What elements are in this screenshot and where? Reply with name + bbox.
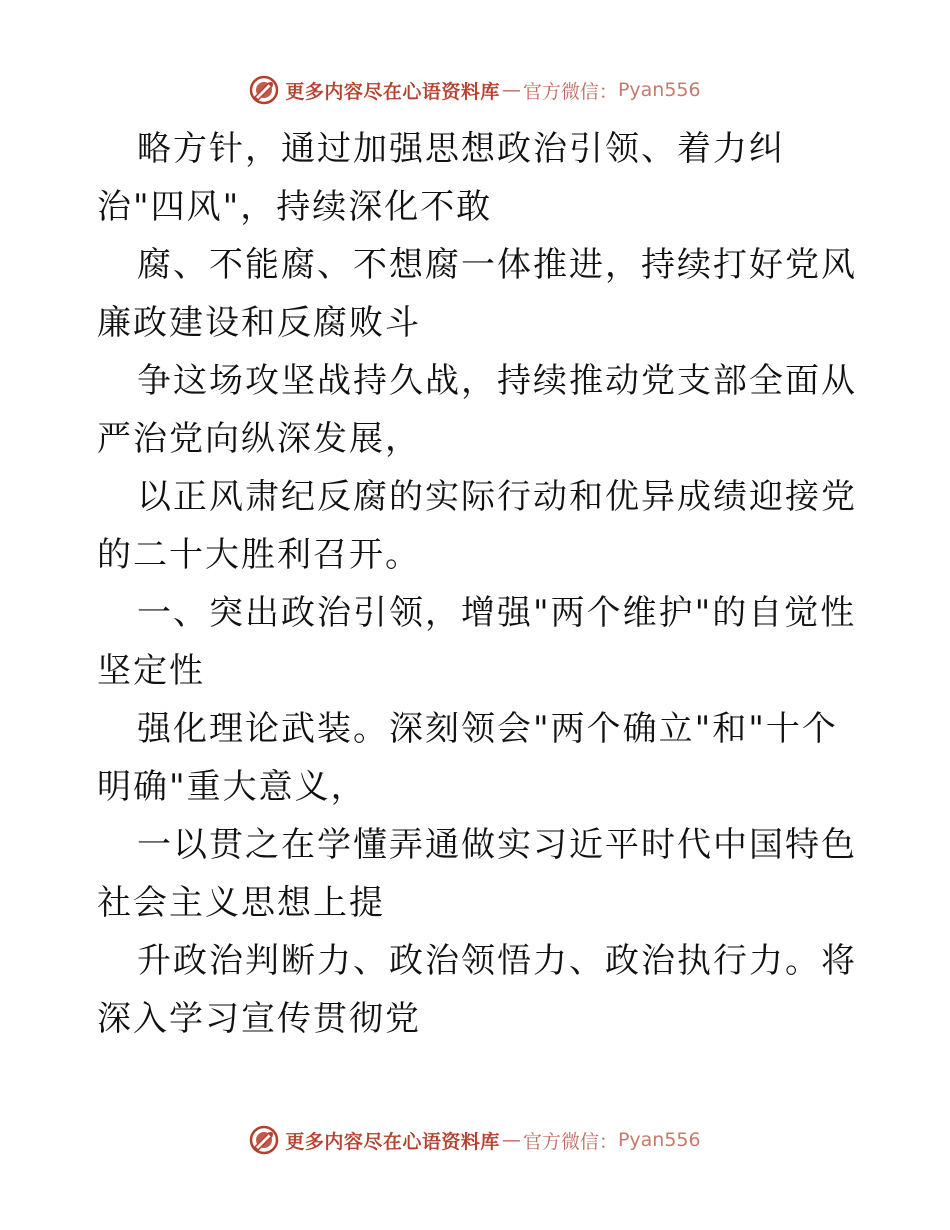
document-body — [97, 120, 867, 1048]
banner-wechat-label: 官方微信： — [522, 80, 618, 103]
paragraph: 腐、不能腐、不想腐一体推进，持续打好党风廉政建设和反腐败斗 — [97, 245, 857, 343]
banner-slogan: 更多内容尽在心语资料库 — [285, 80, 500, 103]
banner-wechat-label: 官方微信： — [522, 1130, 618, 1153]
paragraph: 升政治判断力、政治领悟力、政治执行力。将深入学习宣传贯彻党 — [97, 941, 857, 1039]
footer-banner — [0, 1120, 950, 1160]
header-banner — [0, 70, 950, 110]
paragraph: 强化理论武装。深刻领会"两个确立"和"十个明确"重大意义， — [97, 709, 838, 807]
paragraph: 略方针，通过加强思想政治引领、着力纠治"四风"，持续深化不敢 — [97, 129, 785, 227]
paragraph: 一以贯之在学懂弄通做实习近平时代中国特色社会主义思想上提 — [97, 825, 857, 923]
paragraph: 以正风肃纪反腐的实际行动和优异成绩迎接党的二十大胜利召开。 — [97, 477, 857, 575]
section-heading: 一、突出政治引领，增强"两个维护"的自觉性坚定性 — [97, 593, 857, 691]
banner-dash: — — [501, 79, 521, 101]
banner-wechat-id: Pyan556 — [617, 79, 701, 101]
seal-logo-icon — [249, 1125, 279, 1155]
seal-logo-icon — [249, 75, 279, 105]
paragraph: 争这场攻坚战持久战，持续推动党支部全面从严治党向纵深发展， — [97, 361, 857, 459]
banner-wechat-id: Pyan556 — [617, 1129, 701, 1151]
banner-slogan: 更多内容尽在心语资料库 — [285, 1130, 500, 1153]
banner-dash: — — [501, 1129, 521, 1151]
